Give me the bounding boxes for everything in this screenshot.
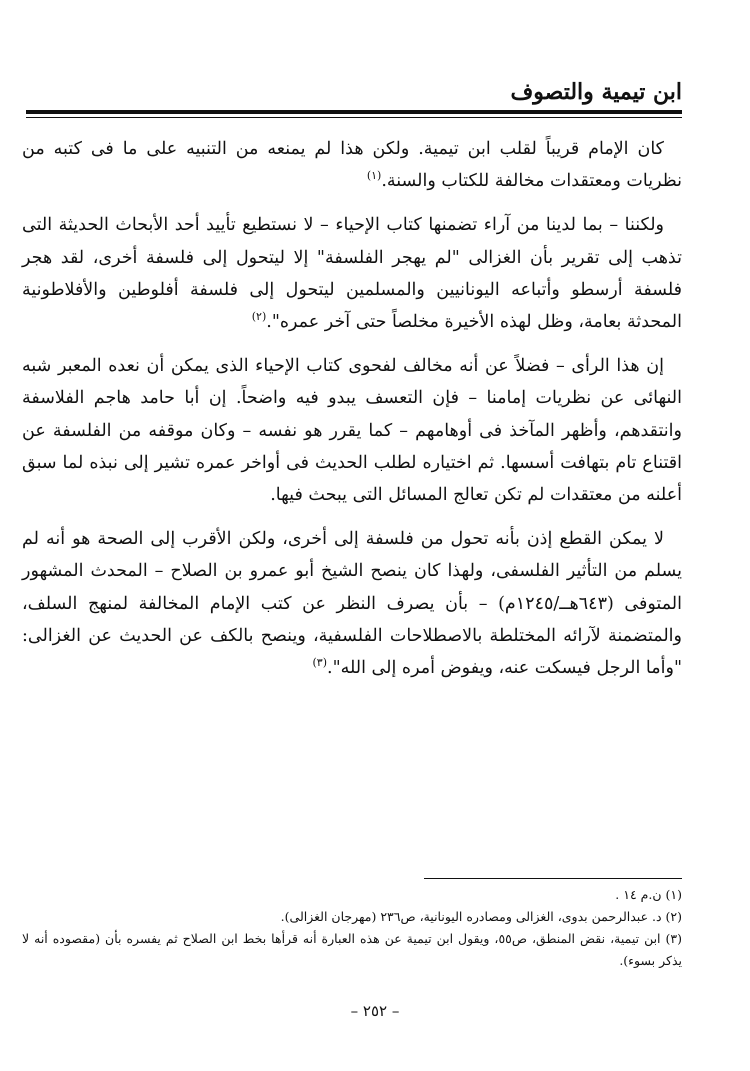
paragraph-1-text: كان الإمام قريباً لقلب ابن تيمية. ولكن هذا لم يمنعه من التنبيه على ما فى كتبه من نظريات ومعتقدات مخالفة للكتاب والسنة. — [22, 139, 682, 192]
footnote-1: (١) ن.م ١٤ . — [615, 887, 682, 902]
paragraph-4 — [22, 523, 682, 684]
running-title: ابن تيمية والتصوف — [510, 79, 682, 105]
paragraph-3 — [22, 350, 682, 511]
footnote-ref-2: (٢) — [251, 310, 267, 324]
header-rule-thin — [26, 117, 682, 118]
footnote-3: (٣) ابن تيمية، نقض المنطق، ص٥٥، ويقول ابن تيمية عن هذه العبارة أنه قرأها بخط ابن الصلاح ثم يفسره بأن (مقصوده أنه لا يذكر بسوء). — [22, 931, 683, 968]
footnote-separator — [424, 878, 682, 879]
footnotes — [22, 884, 682, 972]
paragraph-4-text: لا يمكن القطع إذن بأنه تحول من فلسفة إلى أخرى، ولكن الأقرب إلى الصحة هو أنه لم يسلم من التأثير الفلسفى، ولهذا كان ينصح الشيخ أبو عمرو بن الصلاح – المحدث المشهور المتوفى (٦٤٣هــ/١٢٤٥م) – بأن يصرف النظر عن كتب الإمام المخالفة لمنهج السلف، والمتضمنة لآرائه المختلطة بالاصطلاحات الفلسفية، وينصح بالكف عن الحديث عن الغزالى: "وأما الرجل فيسكت عنه، ويفوض أمره إلى الله". — [22, 529, 683, 679]
footnote-ref-1: (١) — [366, 169, 382, 183]
paragraph-3-text: إن هذا الرأى – فضلاً عن أنه مخالف لفحوى كتاب الإحياء الذى يمكن أن نعده المعبر شبه النهائى عن نظريات إمامنا – فإن التعسف يبدو فيه واضحاً. إن أبا حامد هاجم الفلاسفة وانتقدهم، وأظهر المآخذ فى أوهامهم – كما يقرر هو نفسه – وكان موقفه من الفلسفة عن اقتناع تام بتهافت أسسها. ثم اختياره لطلب الحديث فى أواخر عمره تشير إلى نبذه لما سبق أعلنه من معتقدات لم تكن تعالج المسائل التى يبحث فيها. — [22, 356, 682, 506]
paragraph-2-text: ولكننا – بما لدينا من آراء تضمنها كتاب الإحياء – لا نستطيع تأييد أحد الأبحاث الحديثة التى تذهب إلى تقرير بأن الغزالى "لم يهجر الفلسفة" إلا ليتحول إلى فلسفة أخرى، لقد هجر فلسفة أرسطو وأتباعه اليونانيين والمسلمين ليتحول إلى فلسفة أفلوطين والأفلاطونية المحدثة بعامة، وظل لهذه الأخيرة مخلصاً حتى آخر عمره". — [22, 215, 682, 333]
main-text — [22, 133, 682, 684]
footnote-ref-3: (٣) — [312, 656, 328, 670]
paragraph-1 — [22, 133, 682, 197]
page-number: – ٢٥٢ – — [350, 1002, 400, 1020]
header-rule-thick — [26, 110, 682, 114]
footnote-2: (٢) د. عبدالرحمن بدوى، الغزالى ومصادره اليونانية، ص٢٣٦ (مهرجان الغزالى). — [280, 909, 682, 924]
paragraph-2 — [22, 209, 682, 338]
